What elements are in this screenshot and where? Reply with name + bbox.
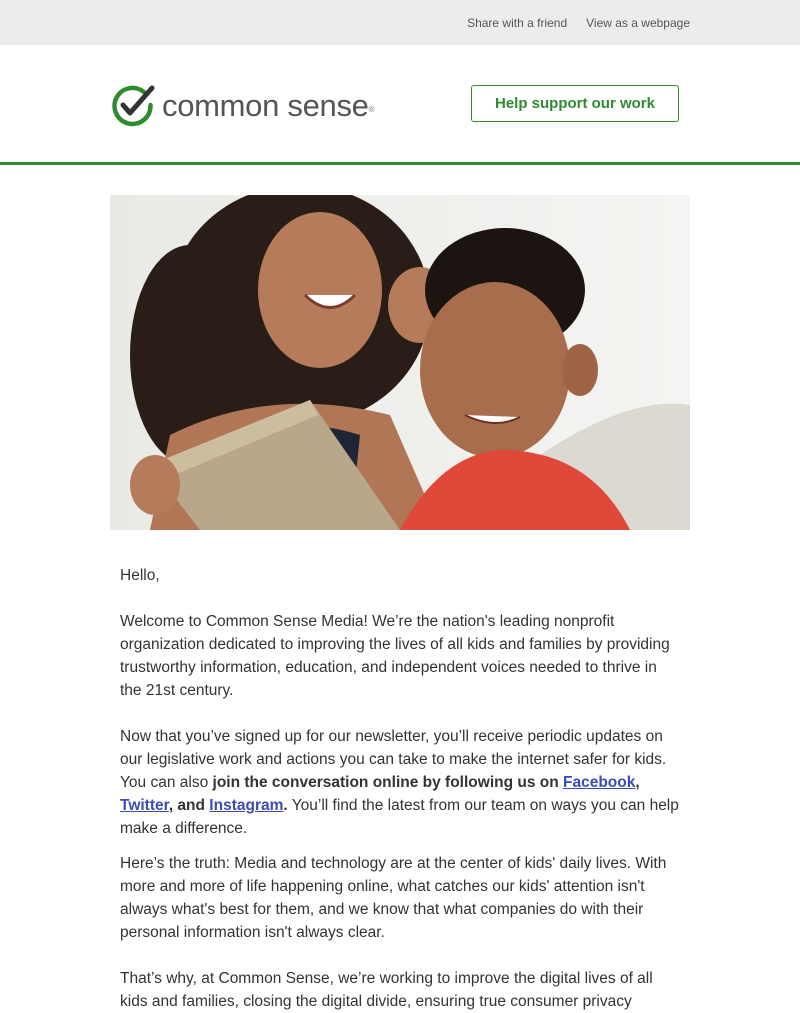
separator-and: , and <box>168 797 210 814</box>
logo-wordmark: common sense <box>162 87 369 123</box>
mission-paragraph: That’s why, at Common Sense, we’re working to improve the digital lives of all kids and families, closing the digital divide, ensuring true consumer privacy <box>120 970 653 1010</box>
instagram-link[interactable]: Instagram <box>209 797 284 814</box>
facebook-link[interactable]: Facebook <box>563 774 636 791</box>
view-as-webpage-link[interactable]: View as a webpage <box>586 15 690 30</box>
newsletter-text: Now that you’ve signed up for our newsletter, you’ll receive periodic updates on our legislative work and actions you can take to make the internet safer for kids. You can also <box>120 728 667 791</box>
separator-comma: , <box>635 774 640 791</box>
common-sense-logo[interactable] <box>110 83 375 128</box>
registered-mark: ® <box>368 105 375 114</box>
newsletter-paragraph <box>120 725 680 840</box>
twitter-link[interactable]: Twitter <box>120 797 169 814</box>
email-body <box>120 564 680 1013</box>
period: . <box>283 797 288 814</box>
email-header <box>0 45 800 165</box>
greeting: Hello, <box>120 567 160 584</box>
top-utility-bar <box>0 0 800 45</box>
help-support-button[interactable]: Help support our work <box>471 85 679 122</box>
hero-image-family-tablet <box>110 195 690 530</box>
checkmark-circle-icon <box>110 83 155 128</box>
truth-paragraph: Here’s the truth: Media and technology are at the center of kids' daily lives. With more and more of life happening online, what catches our kids' attention isn't always what's best for them, and we know that what companies do with their personal information isn't always clear. <box>120 855 667 941</box>
newsletter-end-text: You’ll find the latest from our team on ways you can help make a difference. <box>120 797 679 837</box>
intro-paragraph: Welcome to Common Sense Media! We’re the nation's leading nonprofit organization dedicated to improving the lives of all kids and families by providing trustworthy information, education, and independent voices needed to thrive in the 21st century. <box>120 613 670 699</box>
share-with-friend-link[interactable]: Share with a friend <box>467 15 568 30</box>
follow-us-text: join the conversation online by following us on <box>212 774 563 791</box>
